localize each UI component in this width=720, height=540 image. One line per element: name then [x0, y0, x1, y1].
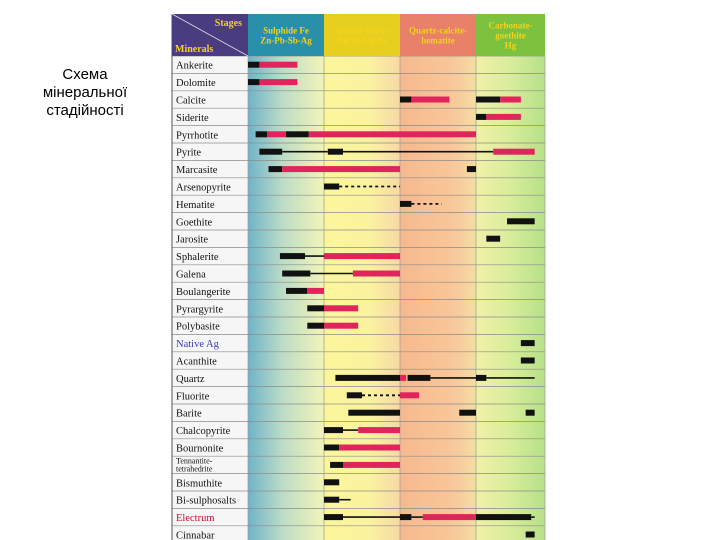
- bar-red: [358, 427, 400, 433]
- bar-black: [521, 340, 535, 346]
- bar-black: [286, 131, 309, 137]
- bar-black: [476, 375, 486, 381]
- bar-red: [353, 271, 400, 277]
- mineral-name: Arsenopyrite: [176, 182, 231, 194]
- bar-black: [526, 532, 535, 538]
- bar-black: [476, 97, 500, 103]
- bar-black: [486, 236, 500, 242]
- caption-line-1: Схема: [62, 66, 108, 83]
- bar-red: [343, 462, 400, 468]
- bar-red: [282, 166, 400, 172]
- bar-black: [324, 479, 339, 485]
- bar-black: [521, 358, 535, 364]
- mineral-name: Barite: [176, 408, 202, 420]
- bar-black: [328, 149, 343, 155]
- stage-header-text: Zn-Pb-Sb-Ag: [260, 35, 312, 46]
- mineral-name: Acanthite: [176, 356, 217, 368]
- mineral-name: Pyrargyrite: [176, 304, 224, 316]
- mineral-name: Chalcopyrite: [176, 426, 231, 438]
- bar-black: [476, 514, 511, 520]
- bar-black: [248, 62, 259, 68]
- mineral-name: Dolomite: [176, 78, 216, 90]
- header-stages-label: Stages: [214, 18, 242, 29]
- bar-red: [493, 149, 534, 155]
- bar-black: [269, 166, 283, 172]
- bar-red: [324, 305, 358, 311]
- bar-black: [526, 410, 535, 416]
- bar-black: [307, 323, 324, 329]
- mineral-name: Bi-sulphosalts: [176, 495, 237, 507]
- header-minerals-label: Minerals: [175, 44, 214, 55]
- mineral-name: Polybasite: [176, 321, 220, 333]
- bar-red: [411, 97, 449, 103]
- bar-black: [324, 184, 339, 190]
- bar-red: [267, 131, 286, 137]
- caption-line-3: стадійності: [46, 102, 124, 119]
- bar-red: [307, 288, 324, 294]
- stage-header-text: Au-Bi-Cu-As: [336, 35, 388, 46]
- mineral-name: Pyrite: [176, 147, 202, 159]
- bar-black: [256, 131, 267, 137]
- bar-red: [400, 392, 419, 398]
- bar-red: [259, 79, 297, 85]
- bar-red: [259, 62, 297, 68]
- stage-header-text: Quartz-barite: [335, 25, 389, 36]
- mineral-name: Quartz: [176, 373, 205, 385]
- mineral-name: Cinnabar: [176, 530, 215, 540]
- mineral-name: Bournonite: [176, 443, 224, 455]
- mineral-name: Native Ag: [176, 339, 219, 351]
- mineral-name: Siderite: [176, 112, 209, 124]
- mineral-name: Marcasite: [176, 165, 218, 177]
- bar-black: [324, 427, 343, 433]
- mineral-name: Goethite: [176, 217, 213, 229]
- bar-red: [324, 323, 358, 329]
- bar-black: [347, 392, 362, 398]
- bar-black: [459, 410, 476, 416]
- stage-column-4: [476, 56, 545, 540]
- bar-black: [248, 79, 259, 85]
- mineral-name: tetrahedrite: [176, 464, 213, 474]
- bar-black: [280, 253, 305, 259]
- bar-black: [335, 375, 400, 381]
- bar-black: [511, 514, 532, 520]
- mineral-name: Tennantite-: [176, 456, 213, 466]
- bar-black: [330, 462, 343, 468]
- bar-black: [507, 218, 535, 224]
- bar-black: [324, 445, 339, 451]
- stage-column-1: [248, 56, 324, 540]
- bar-black: [259, 149, 282, 155]
- bar-red: [423, 514, 476, 520]
- bar-red: [309, 131, 476, 137]
- stage-header-text: Carbonate-: [488, 20, 533, 31]
- bar-black: [467, 166, 476, 172]
- header-row: [172, 14, 545, 56]
- stage-header-text: Sulphide Fe: [263, 25, 309, 36]
- stage-header-text: hematite: [421, 35, 455, 46]
- mineral-name: Bismuthite: [176, 478, 223, 490]
- mineral-name: Galena: [176, 269, 206, 281]
- bar-black: [400, 97, 411, 103]
- bar-red: [486, 114, 520, 120]
- bar-black: [282, 271, 310, 277]
- stage-header-text: Quartz-calcite-: [409, 25, 467, 36]
- mineral-name: Calcite: [176, 95, 206, 107]
- bar-black: [408, 375, 431, 381]
- bar-black: [324, 497, 339, 503]
- stage-header-text: goethite: [495, 30, 526, 41]
- bar-black: [400, 201, 411, 207]
- stage-column-3: [400, 56, 476, 540]
- mineral-name: Sphalerite: [176, 252, 219, 264]
- bar-black: [348, 410, 400, 416]
- mineral-name: Jarosite: [176, 234, 209, 246]
- bar-red: [324, 253, 400, 259]
- caption-line-2: мінеральної: [42, 84, 128, 101]
- bar-red: [400, 375, 406, 381]
- bar-black: [324, 514, 343, 520]
- bar-black: [476, 114, 486, 120]
- mineral-name: Fluorite: [176, 391, 210, 403]
- bar-black: [307, 305, 324, 311]
- stage-header-text: Hg: [504, 40, 517, 51]
- mineral-name: Electrum: [176, 513, 215, 525]
- bar-black: [400, 514, 411, 520]
- mineral-name: Boulangerite: [176, 286, 231, 298]
- bar-red: [339, 445, 400, 451]
- bar-black: [286, 288, 307, 294]
- mineral-name: Ankerite: [176, 60, 213, 72]
- mineral-name: Pyrrhotite: [176, 130, 218, 142]
- bar-red: [500, 97, 521, 103]
- mineral-name: Hematite: [176, 199, 215, 211]
